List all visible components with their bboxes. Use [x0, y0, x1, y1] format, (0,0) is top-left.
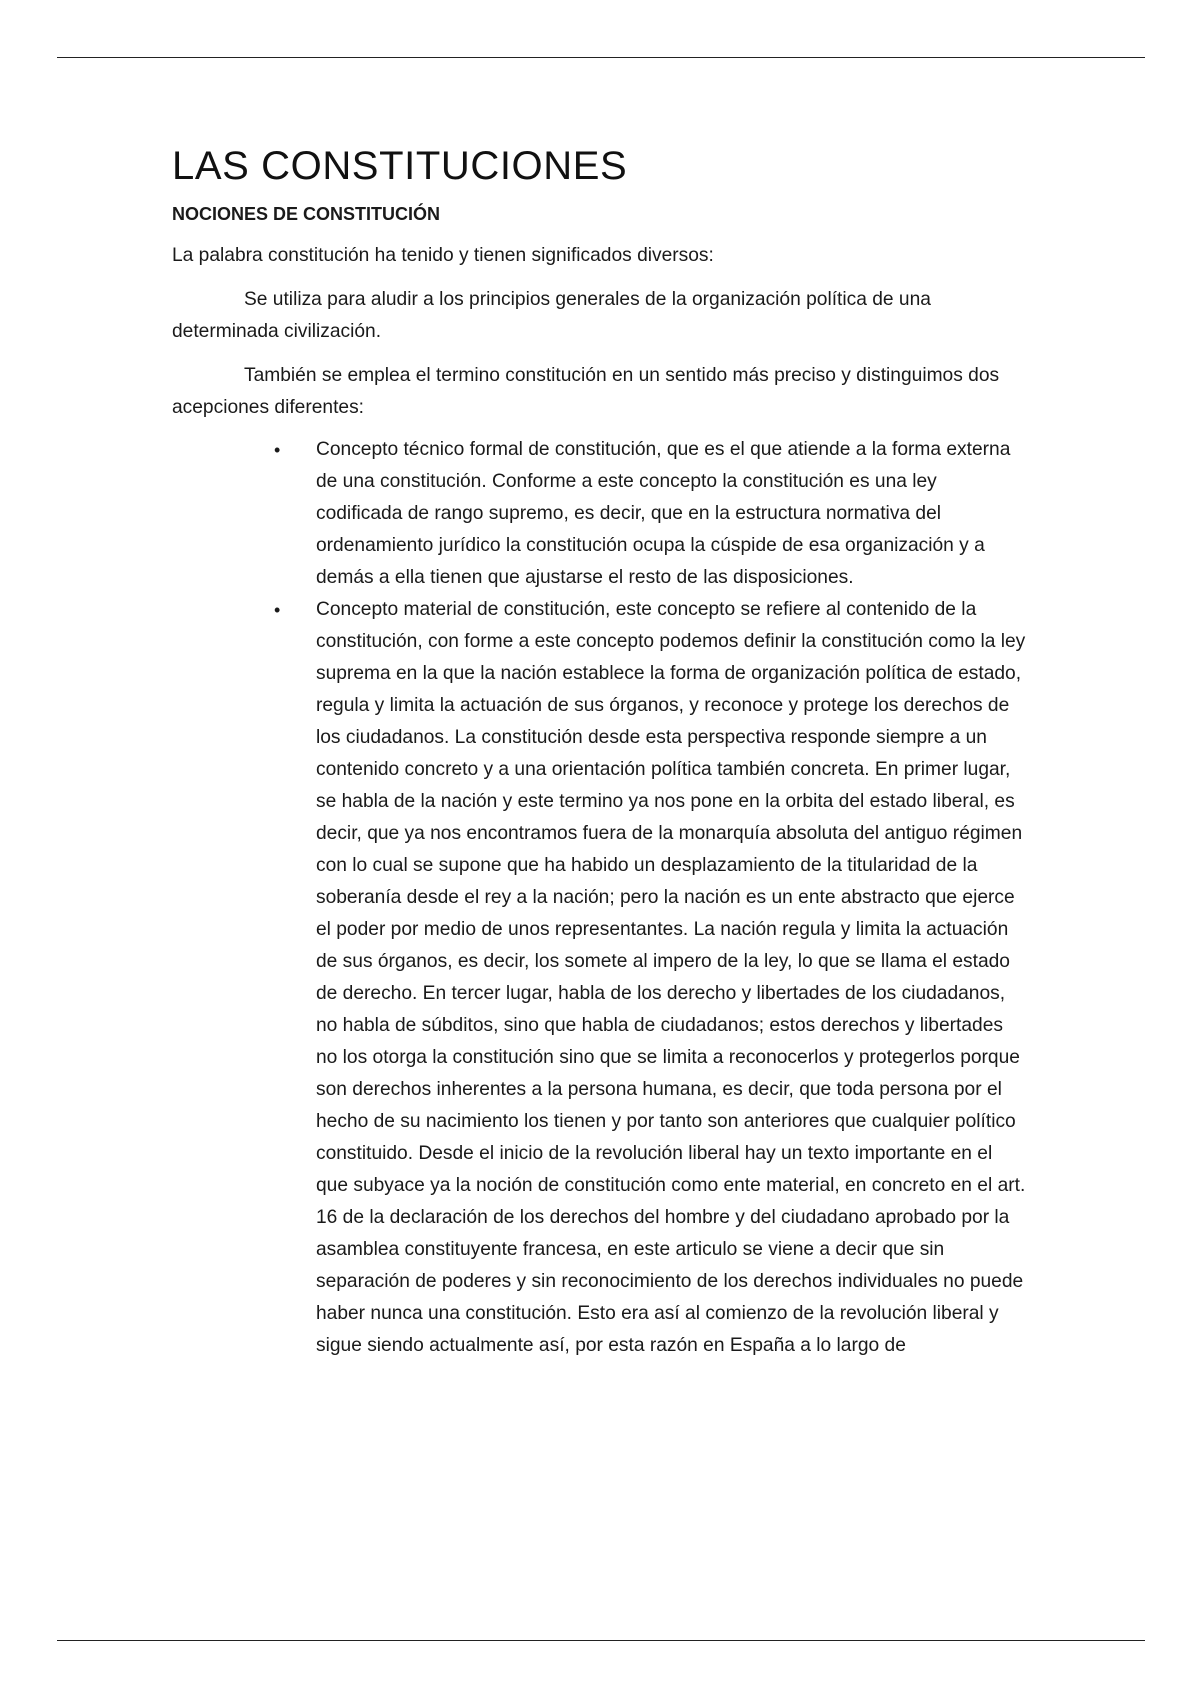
list-item-text: Concepto técnico formal de constitución, que es el que atiende a la forma externa de una constitución. Conforme a este concepto la constitución es una ley codificada de rango supremo, es decir, que en la estructura normativa del ordenamiento jurídico la constitución ocupa la cúspide de esa organización y a demás a ella tienen que ajustarse el resto de las disposiciones. [316, 439, 1011, 588]
list-item-formal-concept [274, 434, 1028, 594]
list-item-material-concept [274, 594, 1028, 1362]
bullet-icon: • [274, 440, 281, 460]
list-item-text: Concepto material de constitución, este concepto se refiere al contenido de la constitución, con forme a este concepto podemos definir la constitución como la ley suprema en la que la nación establece la forma de organización política de estado, regula y limita la actuación de sus órganos, y reconoce y protege los derechos de los ciudadanos. La constitución desde esta perspectiva responde siempre a un contenido concreto y a una orientación política también concreta. En primer lugar, se habla de la nación y este termino ya nos pone en la orbita del estado liberal, es decir, que ya nos encontramos fuera de la monarquía absoluta del antiguo régimen con lo cual se supone que ha habido un desplazamiento de la titularidad de la soberanía desde el rey a la nación; pero la nación es un ente abstracto que ejerce el poder por medio de unos representantes. La nación regula y limita la actuación de sus órganos, es decir, los somete al impero de la ley, lo que se llama el estado de derecho. En tercer lugar, habla de los derecho y libertades de los ciudadanos, no habla de súbditos, sino que habla de ciudadanos; estos derechos y libertades no los otorga la constitución sino que se limita a reconocerlos y protegerlos porque son derechos inherentes a la persona humana, es decir, que toda persona por el hecho de su nacimiento los tienen y por tanto son anteriores que cualquier político constituido. Desde el inicio de la revolución liberal hay un texto importante en el que subyace ya la noción de constitución como ente material, en concreto en el art. 16 de la declaración de los derechos del hombre y del ciudadano aprobado por la asamblea constituyente francesa, en este articulo se viene a decir que sin separación de poderes y sin reconocimiento de los derechos individuales no puede haber nunca una constitución. Esto era así al comienzo de la revolución liberal y sigue siendo actualmente así, por esta razón en España a lo largo de [316, 599, 1026, 1356]
document-title: LAS CONSTITUCIONES [172, 144, 628, 188]
second-meaning-paragraph: También se emplea el termino constitución en un sentido más preciso y distinguimos dos acepciones diferentes: [172, 365, 1000, 418]
document-body [172, 138, 1028, 1362]
header-rule [57, 57, 1145, 58]
first-meaning-paragraph: Se utiliza para aludir a los principios generales de la organización política de una determinada civilización. [172, 289, 931, 342]
section-heading: NOCIONES DE CONSTITUCIÓN [172, 204, 441, 224]
intro-paragraph: La palabra constitución ha tenido y tienen significados diversos: [172, 245, 714, 266]
bullet-icon: • [274, 600, 281, 620]
concept-list [172, 434, 1028, 1362]
footer-rule [57, 1640, 1145, 1641]
